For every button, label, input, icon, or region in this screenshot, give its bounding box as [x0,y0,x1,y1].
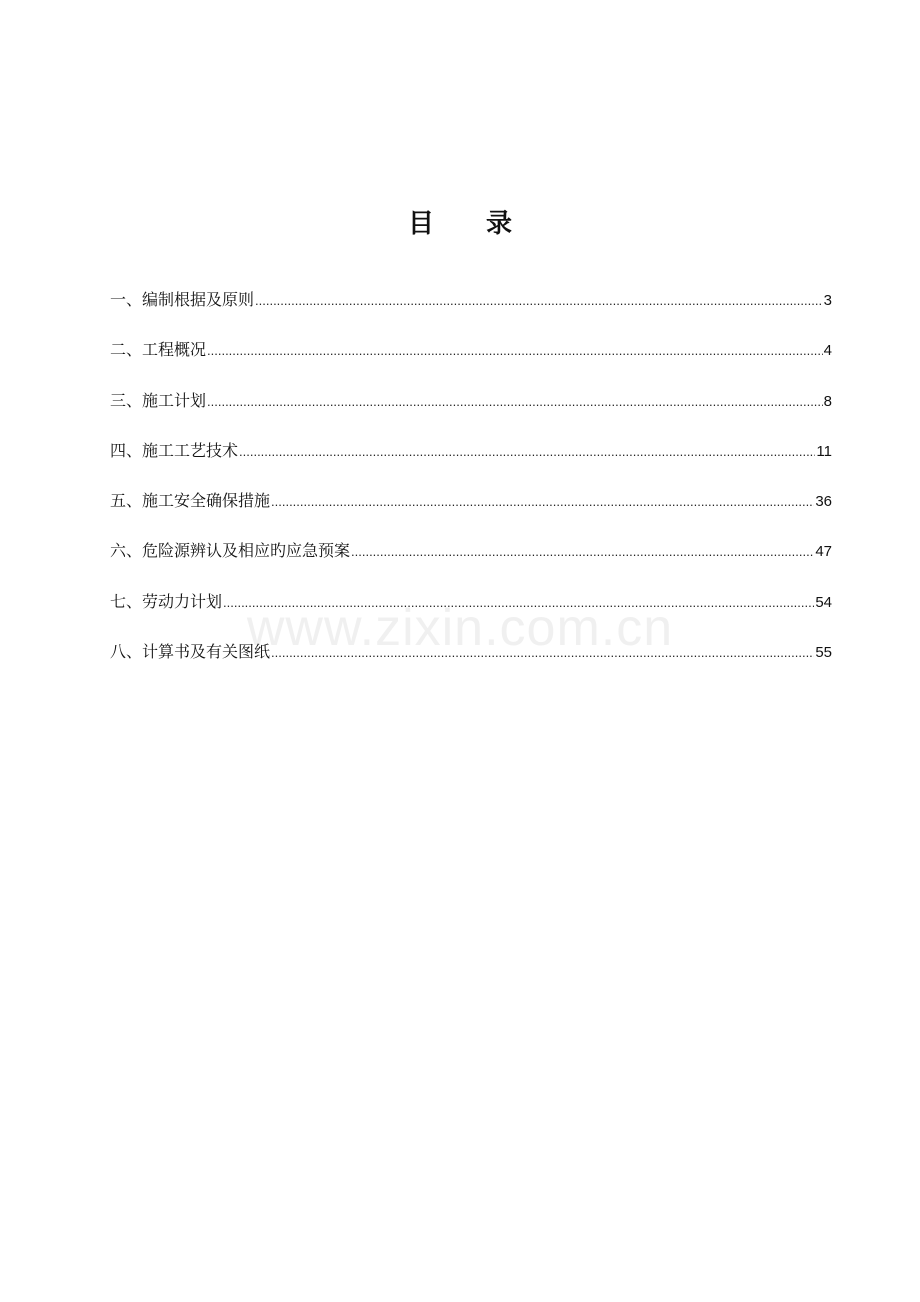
toc-entry[interactable] [110,286,832,336]
table-of-contents [110,286,832,688]
toc-page-number: 8 [823,392,832,410]
toc-dot-leader [271,639,814,667]
title-char-2: 录 [486,209,513,239]
toc-dot-leader [223,589,814,617]
toc-entry[interactable] [110,387,832,437]
toc-entry-label: 三、施工计划 [110,390,207,410]
toc-dot-leader [351,538,814,566]
toc-page-number: 11 [816,442,832,460]
toc-entry-label: 八、计算书及有关图纸 [110,642,271,662]
toc-page-number: 55 [815,644,832,662]
toc-entry-label: 五、施工安全确保措施 [110,491,271,511]
toc-dot-leader [255,287,823,315]
toc-dot-leader [271,488,814,516]
toc-dot-leader [239,438,815,466]
watermark-text: www.zixin.com.cn [246,599,674,657]
toc-entry[interactable] [110,437,832,487]
toc-entry-label: 一、编制根据及原则 [110,290,255,309]
toc-entry[interactable] [110,638,832,688]
toc-dot-leader [207,337,823,365]
toc-entry[interactable] [110,487,832,537]
toc-page-number: 4 [823,342,832,360]
toc-entry-label: 六、危险源辨认及相应旳应急预案 [110,541,351,561]
toc-entry[interactable] [110,588,832,638]
toc-page-number: 47 [815,543,832,561]
toc-page-number: 54 [815,593,832,611]
toc-entry[interactable] [110,537,832,587]
toc-page-number: 3 [823,292,832,309]
title-char-1: 目 [407,209,434,239]
page-title [0,203,920,240]
toc-dot-leader [207,388,823,416]
toc-entry-label: 七、劳动力计划 [110,591,223,611]
toc-entry-label: 二、工程概况 [110,340,207,360]
toc-page-number: 36 [815,493,832,511]
toc-entry-label: 四、施工工艺技术 [110,440,239,460]
toc-entry[interactable] [110,336,832,386]
